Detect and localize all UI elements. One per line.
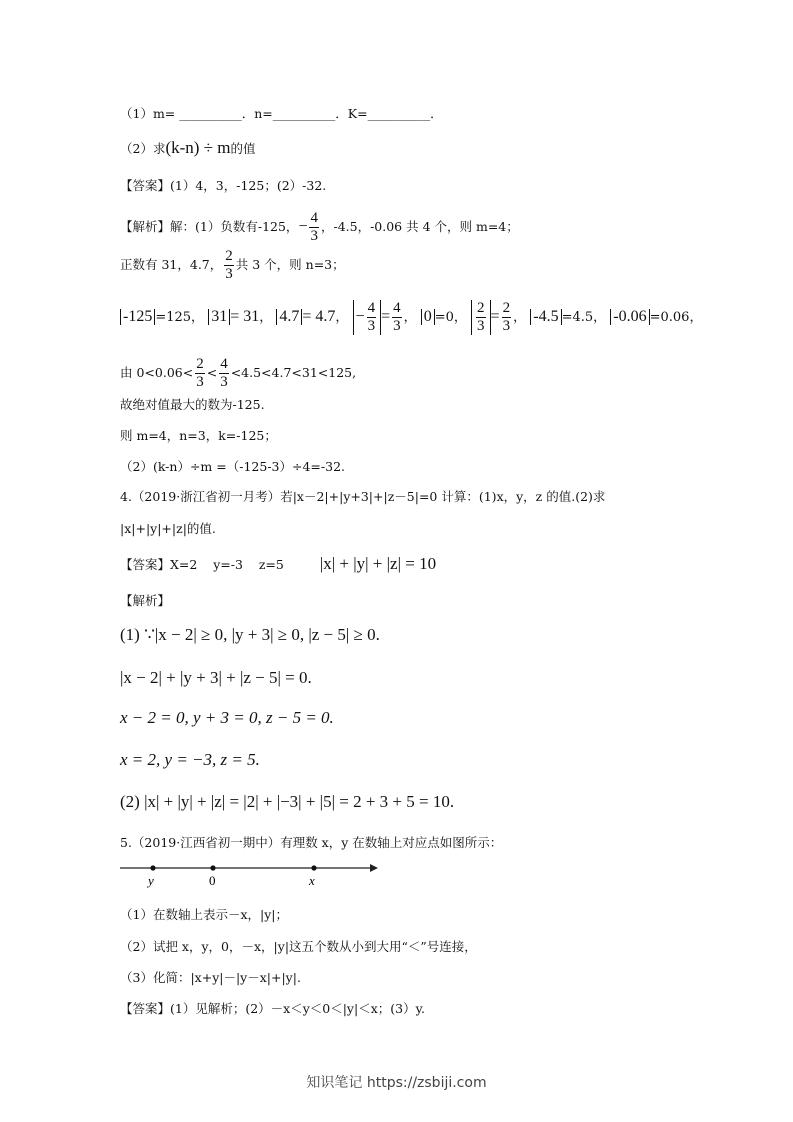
q3-part2: [120, 140, 256, 157]
abs-4-7: 4.7: [276, 309, 302, 325]
abs-separator: ，: [513, 310, 527, 326]
q3-abs-values: -125 =125， 31 = 31， 4.7 = 4.7， − $\frac{4}{3}$ = $\frac{4}{3}$ ， 0 =0， $\frac{2}{3}$ = $\frac{2}{3}$ ， -4.5 =4.5， -0.06 =0.06，: [120, 300, 702, 335]
q4-stem-line2: |x|+|y|+|z|的值.: [120, 521, 216, 536]
q3-analysis-line1: 【解析】解：(1）负数有-125，− $\frac{4}{3}$ ，-4.5，-0.06 共 4 个，则 m=4；: [120, 210, 519, 244]
q3-analysis-negatives-tail: ，-4.5，-0.06 共 4 个，则 m=4；: [320, 219, 519, 234]
q3-max-abs: 故绝对值最大的数为-125.: [120, 397, 265, 412]
q3-positives: [120, 248, 345, 283]
q3-positives-suffix: 共 3 个，则 n=3；: [235, 257, 345, 272]
q5-part3: （3）化简：|x+y|－|y－x|+|y|.: [120, 970, 301, 985]
q5-stem: 5.（2019·江西省初一期中）有理数 x，y 在数轴上对应点如图所示：: [120, 835, 503, 850]
abs-neg-four-thirds: − $\frac{4}{3}$: [353, 300, 382, 335]
abs-neg125: -125: [120, 309, 155, 325]
q3-ordering-prefix: 由 0<0.06<: [120, 365, 194, 380]
q3-analysis-negatives: 解：(1）负数有-125，: [170, 219, 299, 234]
abs-neg125-result: =125，: [155, 310, 205, 326]
label-x: x: [309, 873, 315, 888]
q3-order-frac1: $\frac{2}{3}$: [196, 356, 204, 390]
q3-order-lt: <: [206, 365, 218, 380]
q3-part2-calc: （2）(k-n）÷m =（-125-3）÷4=-32.: [120, 459, 345, 474]
q3-part1-blanks: （1）m= __________．n=__________．K=__________．: [120, 106, 443, 121]
q4-step4: x = 2, y = −3, z = 5.: [120, 750, 260, 769]
q3-ordering-suffix: <4.5<4.7<31<125,: [230, 365, 357, 380]
abs-neg-four-thirds-result: $\frac{4}{3}$: [393, 300, 401, 335]
q3-analysis-label: 【解析】: [120, 219, 171, 234]
abs-two-thirds: $\frac{2}{3}$: [471, 300, 491, 335]
abs-31: 31: [208, 309, 230, 325]
abs-neg0-06-result: =0.06，: [649, 310, 703, 326]
label-y: y: [148, 873, 154, 888]
point-y: [150, 865, 155, 870]
q3-result: 则 m=4，n=3，k=-125；: [120, 428, 277, 443]
number-line-figure: [118, 858, 378, 890]
q3-answer: 【答案】(1）4，3，-125；(2）-32.: [120, 178, 327, 193]
q5-part2: （2）试把 x，y，0，－x，|y|这五个数从小到大用“＜”号连接，: [120, 939, 477, 954]
q4-analysis-label: 【解析】: [120, 593, 171, 608]
point-x: [311, 865, 316, 870]
q3-part2-prefix: （2）求: [120, 141, 166, 156]
q4-stem-line1: 4.（2019·浙江省初一月考）若|x－2|+|y+3|+|z－5|=0 计算：(1)x，y，z 的值.(2)求: [120, 489, 606, 504]
q4-step1: (1) ∵|x − 2| ≥ 0, |y + 3| ≥ 0, |z − 5| ≥ 0.: [120, 625, 380, 644]
q4-answer: [120, 556, 436, 573]
abs-4-7-result: = 4.7: [302, 308, 336, 326]
abs-31-result: = 31: [230, 308, 260, 326]
label-zero: 0: [209, 873, 216, 888]
abs-two-thirds-result: $\frac{2}{3}$: [502, 300, 511, 335]
footer-watermark: 知识笔记 https://zsbiji.com: [306, 1075, 487, 1091]
q3-positives-prefix: 正数有 31，4.7，: [120, 257, 223, 272]
q3-part2-suffix: 的值: [230, 141, 256, 156]
q3-pos-fraction: $\frac{2}{3}$: [225, 248, 233, 282]
q3-part2-expr: (k-n) ÷ m: [165, 138, 231, 157]
abs-neg4-5-result: =4.5，: [561, 310, 607, 326]
q5-answer: 【答案】(1）见解析；(2）－x＜y＜0＜|y|＜x；(3）y.: [120, 1001, 425, 1016]
point-zero: [210, 865, 215, 870]
abs-0: 0: [421, 309, 435, 325]
q4-step3: x − 2 = 0, y + 3 = 0, z − 5 = 0.: [120, 708, 334, 727]
q3-order-frac2: $\frac{4}{3}$: [220, 356, 228, 390]
q4-step2: |x − 2| + |y + 3| + |z − 5| = 0.: [120, 668, 312, 687]
abs-neg4-5: -4.5: [530, 309, 561, 325]
number-line-arrow-icon: [370, 864, 378, 872]
q3-neg-fraction: $\frac{4}{3}$: [310, 210, 318, 244]
abs-neg0-06: -0.06: [610, 309, 649, 325]
q5-part1: （1）在数轴上表示－x，|y|；: [120, 907, 288, 922]
abs-0-result: =0，: [434, 310, 467, 326]
q4-step5: (2) |x| + |y| + |z| = |2| + |−3| + |5| = 2 + 3 + 5 = 10.: [120, 792, 455, 811]
q4-answer-expr: |x| + |y| + |z| = 10: [319, 554, 437, 573]
q3-ordering: [120, 356, 356, 391]
q4-answer-values: 【答案】X=2 y=-3 z=5: [120, 557, 284, 572]
